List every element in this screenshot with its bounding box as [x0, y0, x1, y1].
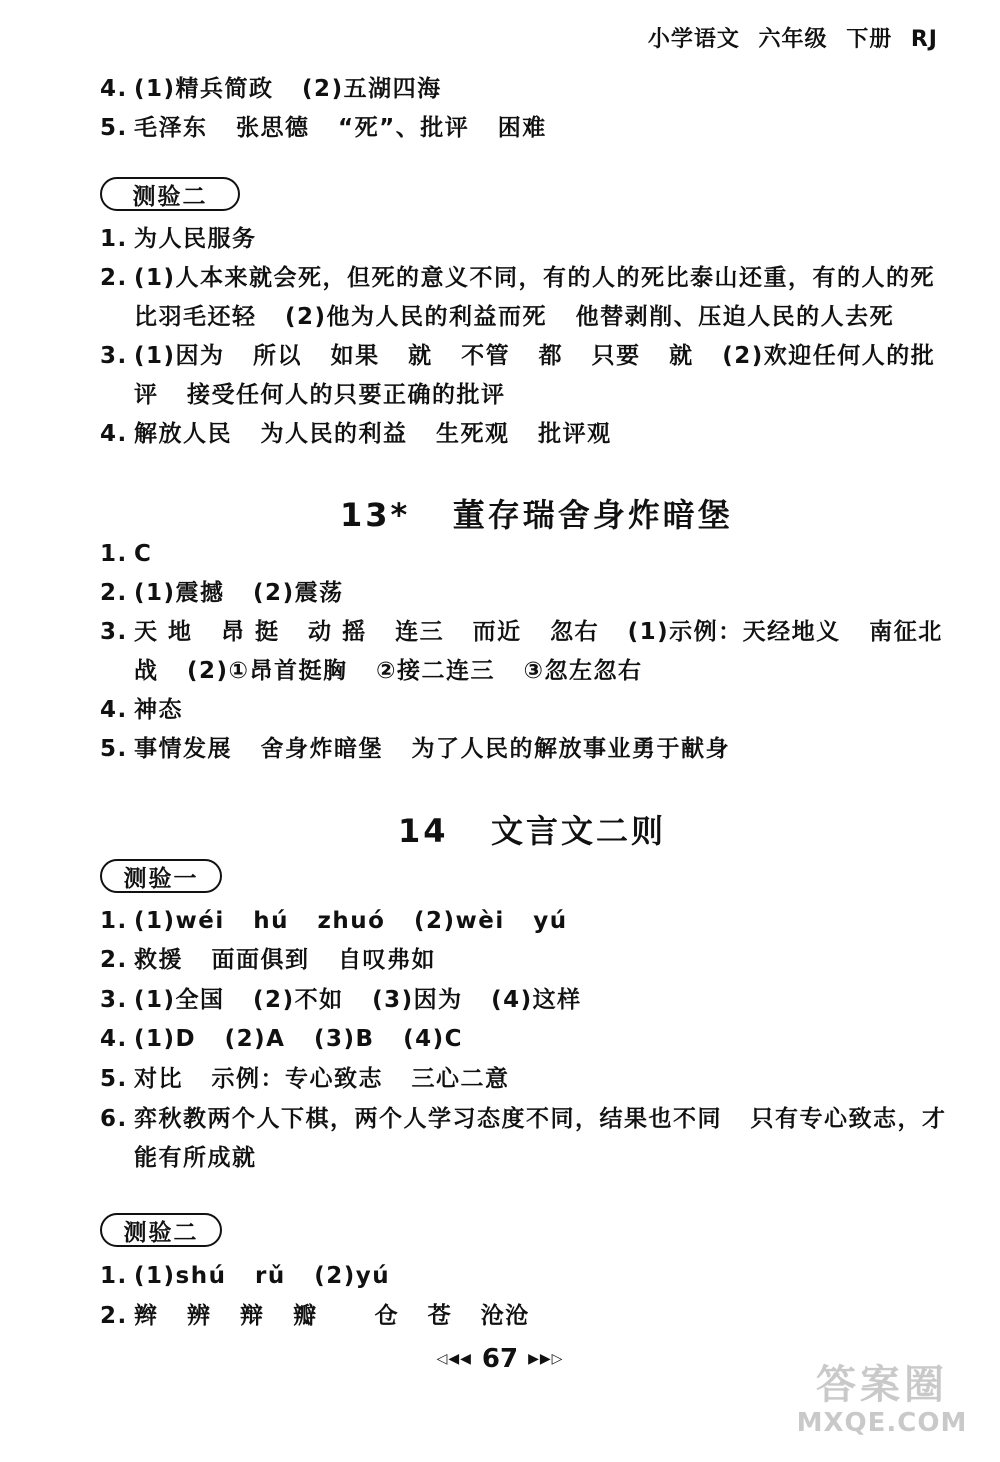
- answer-item: 6. 弈秋教两个人下棋，两个人学习态度不同，结果也不同 只有专心致志，才: [100, 1106, 947, 1132]
- answer-item: 3. 天 地 昂 挺 动 摇 连三 而近 忽右 (1)示例：天经地义 南征北: [100, 619, 943, 645]
- watermark-url: MXQE.COM: [796, 1408, 968, 1438]
- answer-item: 2. (1)震撼 (2)震荡: [100, 580, 344, 606]
- answer-item: 3. (1)因为 所以 如果 就 不管 都 只要 就 (2)欢迎任何人的批: [100, 343, 936, 369]
- answer-item: 2. 辫 辨 辩 瓣 仓 苍 沧沧: [100, 1303, 530, 1329]
- next-arrows-icon: ▶▶▷: [528, 1351, 564, 1367]
- answer-item: 1. (1)shú rǔ (2)yú: [100, 1263, 391, 1289]
- answer-item-continuation: 评 接受任何人的只要正确的批评: [134, 382, 506, 408]
- book-header: 小学语文 六年级 下册 RJ: [647, 27, 938, 52]
- answer-item: 1. 为人民服务: [100, 226, 257, 252]
- answer-item: 5. 事情发展 舍身炸暗堡 为了人民的解放事业勇于献身: [100, 736, 731, 762]
- test-badge: 测验一: [100, 859, 222, 893]
- answer-item: 1. C: [100, 541, 153, 567]
- answer-item: 5. 毛泽东 张思德 “死”、批评 困难: [100, 115, 547, 141]
- answer-item: 4. 神态: [100, 697, 183, 723]
- page-number: 67: [481, 1344, 519, 1374]
- answer-item: 3. (1)全国 (2)不如 (3)因为 (4)这样: [100, 987, 582, 1013]
- answer-item: 4. (1)精兵简政 (2)五湖四海: [100, 76, 442, 102]
- lesson-title: 14 文言文二则: [398, 812, 666, 850]
- answer-item: 2. 救援 面面俱到 自叹弗如: [100, 947, 437, 973]
- answer-item-continuation: 能有所成就: [134, 1145, 257, 1171]
- watermark: [782, 1362, 982, 1446]
- answer-item: 4. 解放人民 为人民的利益 生死观 批评观: [100, 421, 612, 447]
- answer-item: 1. (1)wéi hú zhuó (2)wèi yú: [100, 908, 568, 934]
- test-badge: 测验二: [100, 1213, 222, 1247]
- test-badge: 测验二: [100, 177, 240, 211]
- lesson-title: 13* 董存瑞舍身炸暗堡: [340, 496, 733, 534]
- answer-item: 2. (1)人本来就会死，但死的意义不同，有的人的死比泰山还重，有的人的死: [100, 265, 936, 291]
- answer-item-continuation: 比羽毛还轻 (2)他为人民的利益而死 他替剥削、压迫人民的人去死: [134, 304, 895, 330]
- watermark-logo: 答案圈: [816, 1362, 948, 1408]
- answer-item: 5. 对比 示例：专心致志 三心二意: [100, 1066, 510, 1092]
- prev-arrows-icon: ◁◀◀: [436, 1351, 472, 1367]
- answer-item: 4. (1)D (2)A (3)B (4)C: [100, 1026, 463, 1052]
- answer-item-continuation: 战 (2)①昂首挺胸 ②接二连三 ③忽左忽右: [134, 658, 643, 684]
